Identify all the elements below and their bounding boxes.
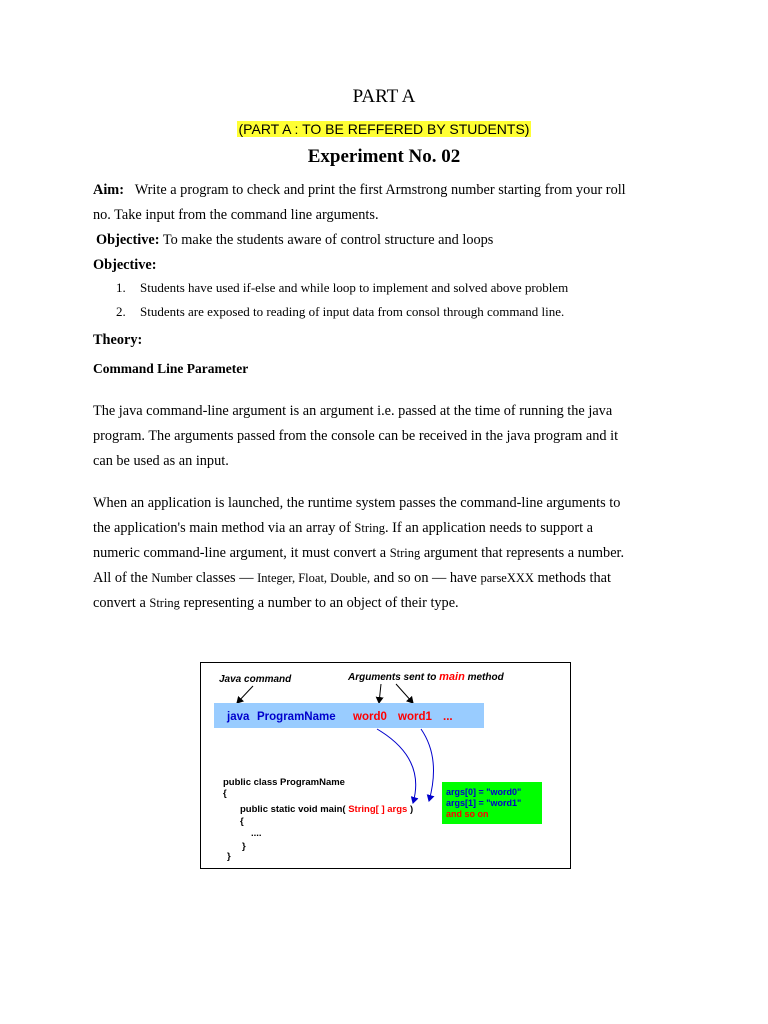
objective-text: To make the students aware of control structure and loops	[162, 232, 494, 248]
code-line: }	[242, 841, 246, 852]
list-item	[116, 280, 568, 296]
args-arrow-2	[396, 684, 413, 703]
paragraph-line: can be used as an input.	[93, 453, 229, 469]
text-run: methods that	[533, 570, 611, 586]
code-line: ....	[251, 828, 262, 839]
aim-text-1: Write a program to check and print the first Armstrong number starting from your roll	[134, 182, 626, 198]
code-term: String	[389, 546, 421, 560]
experiment-title: Experiment No. 02	[307, 146, 461, 167]
arguments-label	[347, 671, 505, 683]
code-close-paren: )	[407, 804, 414, 815]
paragraph-line	[93, 541, 683, 566]
code-main-sig: public static void main(	[240, 804, 346, 815]
text-run: representing a number to an object of their type.	[179, 595, 459, 611]
args-arrow-1	[379, 684, 381, 703]
arguments-label-text: Arguments sent to	[348, 672, 440, 683]
code-line	[240, 804, 413, 815]
paragraph-line	[93, 566, 683, 591]
code-term: Integer, Float, Double,	[257, 571, 371, 585]
code-line: }	[227, 851, 231, 862]
word0-arrow	[377, 729, 416, 803]
word1-arrow	[421, 729, 434, 801]
theory-paragraph-1	[93, 399, 683, 474]
cmd-program: ProgramName	[257, 711, 336, 723]
list-number: 2.	[116, 304, 126, 319]
cmd-word0: word0	[353, 711, 387, 723]
aim-label: Aim:	[93, 182, 124, 198]
cmd-word1: word1	[398, 711, 432, 723]
paragraph-line	[93, 516, 683, 541]
objective-heading: Objective:	[93, 257, 157, 273]
text-run: numeric command-line argument, it must convert a	[93, 545, 390, 561]
code-term: String	[354, 521, 385, 535]
arguments-label-main: main	[439, 671, 465, 683]
part-subtitle-highlight: (PART A : TO BE REFFERED BY STUDENTS)	[238, 121, 530, 137]
cmd-java: java	[227, 711, 250, 723]
theory-heading: Command Line Parameter	[93, 361, 249, 376]
command-line-diagram	[200, 662, 571, 869]
text-run: convert a	[93, 595, 150, 611]
list-text: Students have used if-else and while loop to implement and solved above problem	[140, 280, 569, 295]
objective-label: Objective:	[96, 232, 160, 248]
paragraph-line: The java command-line argument is an argument i.e. passed at the time of running the java	[93, 403, 613, 419]
part-subtitle	[0, 121, 768, 137]
cmd-dots: ...	[443, 711, 453, 723]
code-term: String	[149, 596, 180, 610]
paragraph-line	[93, 591, 683, 616]
args-box-line: args[1] = "word1"	[446, 798, 522, 808]
text-run: All of the	[93, 570, 152, 586]
text-run: the application's main method via an array of	[93, 520, 355, 536]
code-term: Number	[151, 571, 193, 585]
list-number: 1.	[116, 280, 126, 295]
aim-line-2: no. Take input from the command line arguments.	[93, 207, 379, 223]
code-args: String[ ] args	[348, 804, 408, 815]
args-box-line: args[0] = "word0"	[446, 787, 522, 797]
aim-paragraph	[93, 178, 683, 228]
java-command-arrow	[237, 686, 253, 703]
list-item	[116, 304, 564, 320]
list-text: Students are exposed to reading of input data from consol through command line.	[140, 304, 565, 319]
text-run: and so on — have	[370, 570, 481, 586]
theory-paragraph-2	[93, 491, 683, 616]
code-line: {	[223, 788, 227, 799]
text-run: argument that represents a number.	[420, 545, 625, 561]
theory-label: Theory:	[93, 332, 143, 348]
diagram-svg	[201, 663, 570, 868]
args-box-line: and so on	[446, 809, 489, 819]
objective-line	[96, 228, 686, 253]
code-term: parseXXX	[480, 571, 534, 585]
code-line: public class ProgramName	[223, 777, 345, 788]
text-run: . If an application needs to support a	[384, 520, 594, 536]
aim-line-1	[93, 178, 683, 203]
paragraph-line: When an application is launched, the runtime system passes the command-line arguments to	[93, 495, 621, 511]
java-command-label: Java command	[219, 674, 292, 685]
code-line: {	[240, 816, 244, 827]
part-title: PART A	[352, 86, 416, 107]
paragraph-line: program. The arguments passed from the console can be received in the java program and it	[93, 428, 619, 444]
text-run: classes —	[192, 570, 258, 586]
arguments-label-method: method	[464, 672, 504, 683]
